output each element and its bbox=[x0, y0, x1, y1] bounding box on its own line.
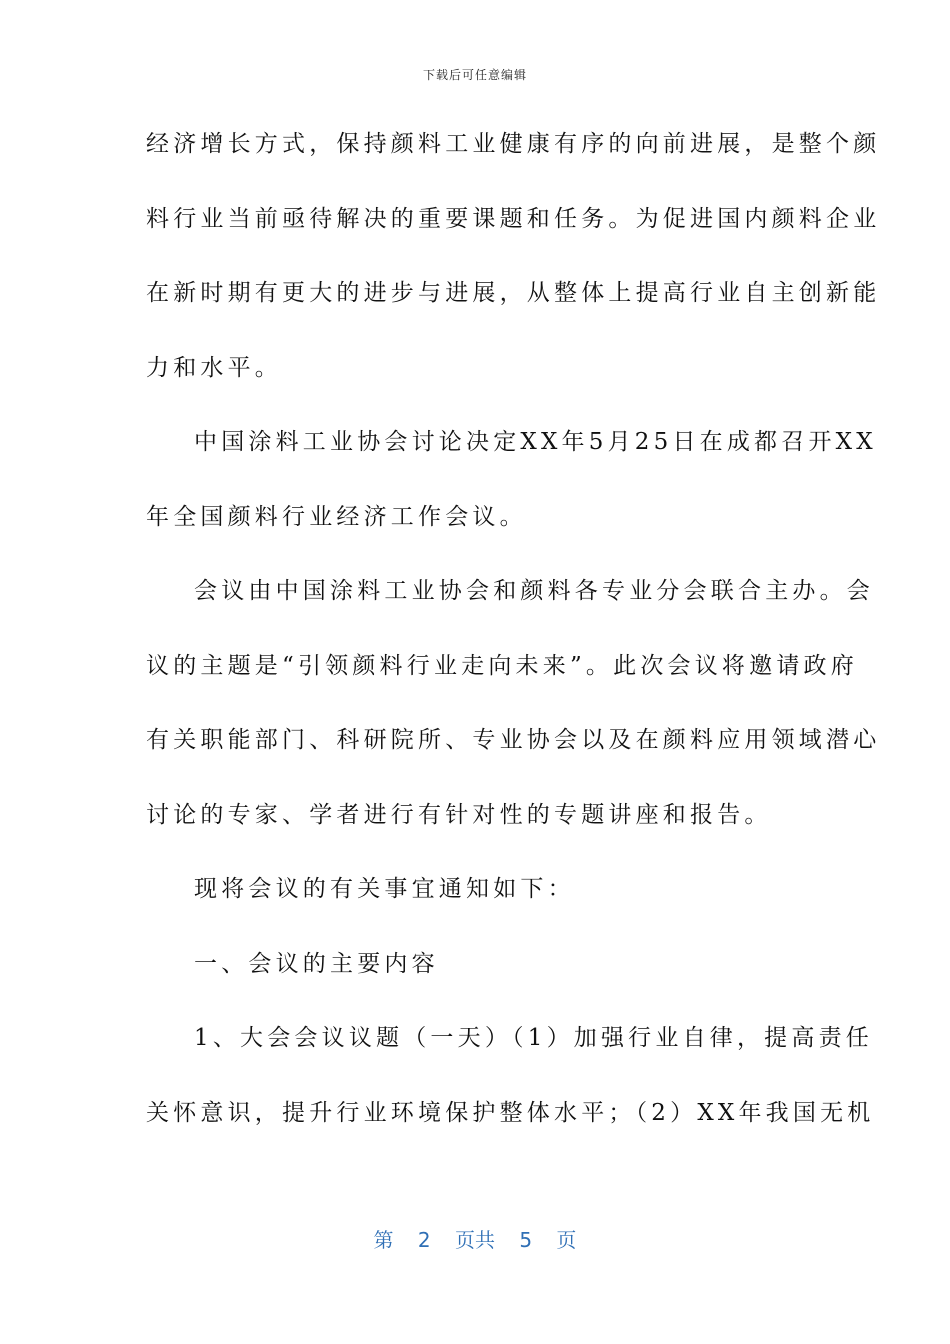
page-number: 第 2 页共 5 页 bbox=[373, 1228, 577, 1252]
section-heading: 一、会议的主要内容 bbox=[194, 950, 439, 977]
header-note: 下载后可任意编辑 bbox=[422, 68, 527, 82]
text-line: 料行业当前亟待解决的重要课题和任务。为促进国内颜料企业 bbox=[146, 205, 881, 232]
text-line: 会议由中国涂料工业协会和颜料各专业分会联合主办。会 bbox=[194, 578, 874, 604]
text-line: 经济增长方式，保持颜料工业健康有序的向前进展，是整个颜 bbox=[146, 131, 881, 157]
text-line: 议的主题是“引领颜料行业走向未来”。此次会议将邀请政府 bbox=[146, 652, 858, 679]
text-line: 在新时期有更大的进步与进展，从整体上提高行业自主创新能 bbox=[146, 280, 881, 306]
text-line: 1、大会会议议题（一天）（1）加强行业自律，提高责任 bbox=[194, 1025, 873, 1051]
text-line: 力和水平。 bbox=[146, 354, 282, 381]
text-line: 中国涂料工业协会讨论决定XX年5月25日在成都召开XX bbox=[194, 429, 877, 455]
text-line: 有关职能部门、科研院所、专业协会以及在颜料应用领域潜心 bbox=[146, 727, 881, 753]
text-line: 现将会议的有关事宜通知如下： bbox=[194, 876, 575, 902]
document-body bbox=[146, 112, 881, 1155]
text-line: 关怀意识，提升行业环境保护整体水平；（2）XX年我国无机 bbox=[146, 1099, 875, 1126]
text-line: 年全国颜料行业经济工作会议。 bbox=[146, 503, 527, 530]
text-line: 讨论的专家、学者进行有针对性的专题讲座和报告。 bbox=[146, 801, 772, 828]
